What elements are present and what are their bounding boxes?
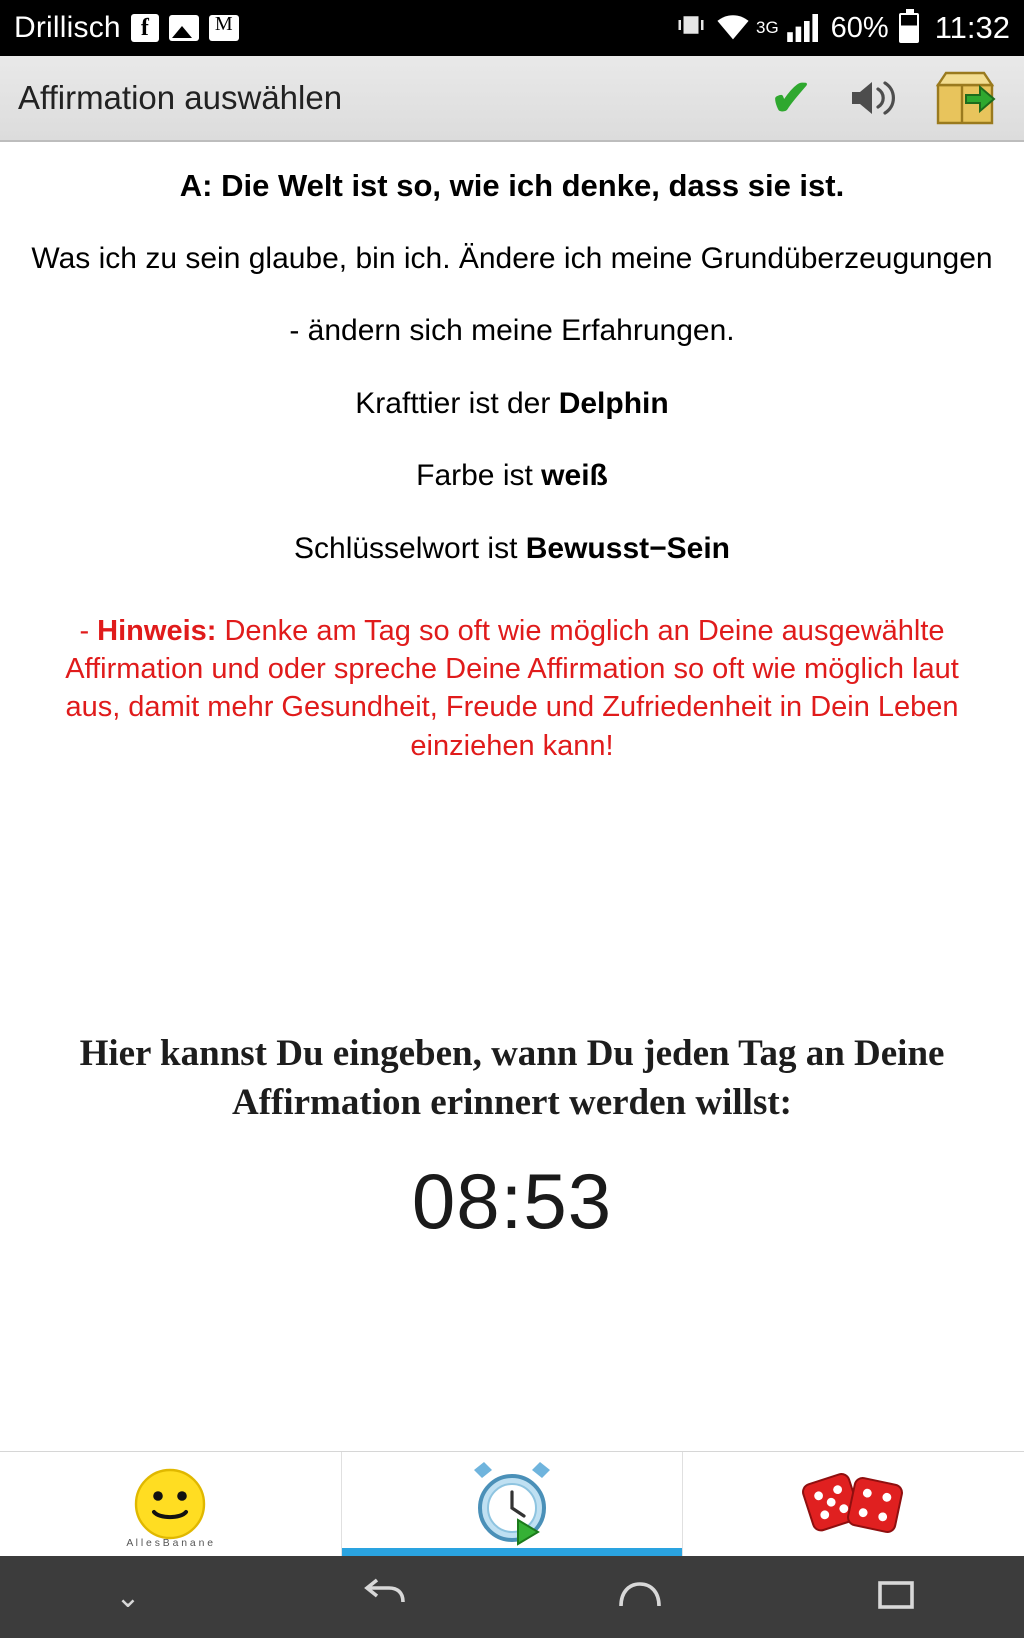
back-icon: [361, 1578, 407, 1617]
reminder-label: Hier kannst Du eingeben, wann Du jeden Tag an Deine Affirmation erinnert werden willst:: [79, 1033, 945, 1123]
system-navigation-bar: [0, 1556, 1024, 1638]
status-bar: [0, 0, 1024, 56]
nav-back-button[interactable]: [256, 1578, 512, 1617]
affirmation-line-1: Was ich zu sein glaube, bin ich. Ändere ich meine Grundüberzeugungen: [31, 242, 993, 275]
color-value: weiß: [541, 459, 608, 493]
color-prefix: Farbe ist: [416, 459, 542, 493]
dice-icon: [799, 1461, 909, 1547]
smiley-icon: [124, 1458, 216, 1550]
reminder-section: [0, 1030, 1024, 1247]
nav-recents-button[interactable]: [768, 1579, 1024, 1616]
facebook-icon: f: [131, 14, 159, 42]
keyword-value: Bewusst−Sein: [525, 531, 730, 565]
reminder-time-value[interactable]: 08:53: [411, 1156, 613, 1245]
signal-icon: [787, 14, 821, 42]
battery-percent-label: 60%: [830, 11, 889, 44]
svg-text:" A l l e s B a n a n e ": " A l l e s B a n a n e ": [124, 1538, 217, 1549]
action-bar-actions: [770, 69, 1006, 127]
alarm-clock-icon: [462, 1460, 562, 1548]
chevron-down-icon: ⌄: [115, 1580, 141, 1614]
tab-smiley[interactable]: [0, 1452, 341, 1556]
nav-home-button[interactable]: [512, 1578, 768, 1617]
gallery-icon: [169, 15, 199, 41]
affirmation-heading: A: Die Welt ist so, wie ich denke, dass sie ist.: [179, 168, 845, 203]
keyword-prefix: Schlüsselwort ist: [294, 531, 526, 565]
action-bar: [0, 56, 1024, 142]
gmail-icon: [209, 15, 239, 41]
carrier-label: Drillisch: [14, 11, 121, 44]
affirmation-line-2: - ändern sich meine Erfahrungen.: [289, 314, 735, 348]
clock-label: 11:32: [934, 10, 1010, 45]
battery-icon: [899, 13, 919, 43]
export-box-icon[interactable]: [934, 69, 996, 127]
nav-hide-keyboard[interactable]: [0, 1580, 256, 1615]
status-bar-left: [14, 11, 676, 45]
status-bar-right: [676, 10, 1010, 47]
power-animal-value: Delphin: [558, 386, 669, 420]
wifi-icon: [716, 15, 750, 41]
tab-alarm[interactable]: [341, 1452, 683, 1556]
bottom-tab-bar: [0, 1451, 1024, 1556]
hint-dash: -: [79, 614, 98, 647]
affirmation-power-animal: [22, 385, 1002, 423]
confirm-check-icon[interactable]: ✔: [770, 70, 812, 126]
sound-icon[interactable]: [848, 76, 898, 120]
vibrate-icon: [676, 10, 706, 47]
page-title: Affirmation auswählen: [18, 79, 343, 116]
affirmation-content: [0, 142, 1024, 765]
tab-dice[interactable]: [682, 1452, 1024, 1556]
hint-text: Denke am Tag so oft wie möglich an Deine ausgewählte Affirmation und oder spreche Deine Affirmation so oft wie möglich laut aus, damit mehr Gesundheit, Freude und Zufriedenheit in Dein Leben einziehen kann!: [65, 614, 959, 762]
hint-label: Hinweis:: [97, 614, 217, 647]
home-icon: [617, 1578, 663, 1617]
affirmation-hint: [22, 612, 1002, 765]
recents-icon: [876, 1579, 916, 1616]
network-type-label: 3G: [755, 18, 779, 37]
affirmation-color: [22, 457, 1002, 495]
affirmation-keyword: [22, 530, 1002, 568]
power-animal-prefix: Krafttier ist der: [355, 386, 559, 420]
